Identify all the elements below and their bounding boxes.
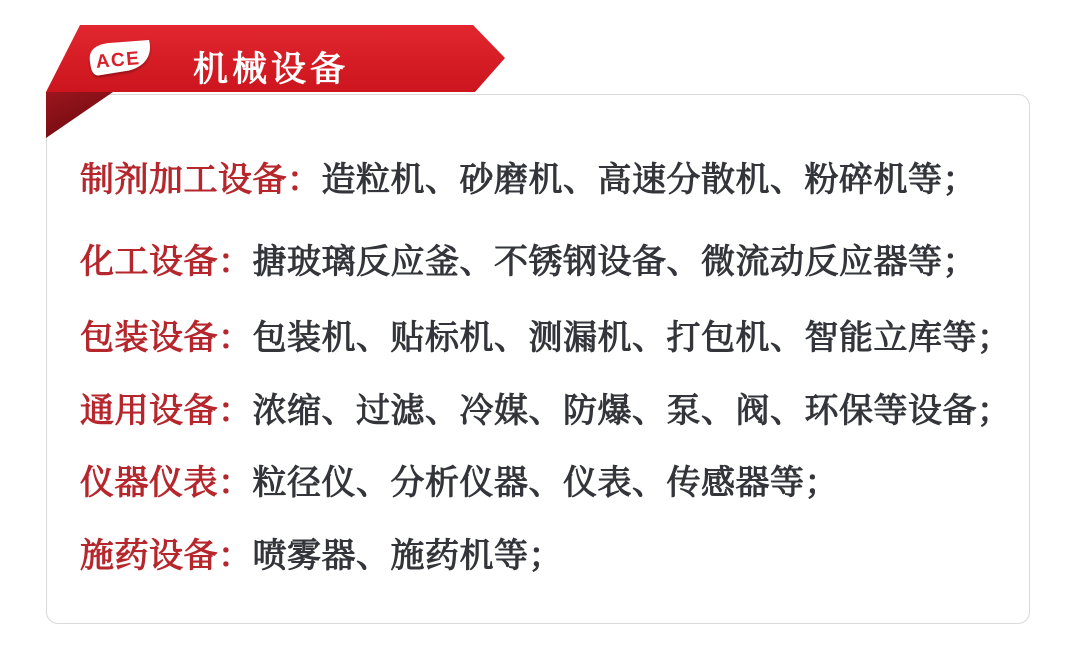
row-items-text: 包装机、贴标机、测漏机、打包机、智能立库等； — [252, 319, 1012, 357]
equipment-row — [80, 463, 1009, 503]
equipment-row — [80, 242, 1009, 282]
row-items-text: 粒径仪、分析仪器、仪表、传感器等； — [252, 464, 839, 502]
ribbon-fold — [46, 92, 113, 138]
row-category-label: 制剂加工设备： — [80, 161, 322, 199]
row-items-text: 喷雾器、施药机等； — [252, 537, 563, 575]
row-category-label: 化工设备： — [80, 243, 253, 281]
equipment-row — [80, 536, 1009, 576]
row-category-label: 通用设备： — [80, 392, 253, 430]
equipment-card — [46, 94, 1030, 624]
row-items-text: 造粒机、砂磨机、高速分散机、粉碎机等； — [321, 161, 977, 199]
banner-title: 机械设备 — [193, 50, 350, 89]
row-category-label: 包装设备： — [80, 319, 253, 357]
row-category-label: 施药设备： — [80, 537, 253, 575]
row-items-text: 浓缩、过滤、冷媒、防爆、泵、阀、环保等设备； — [252, 392, 1012, 430]
row-category-label: 仪器仪表： — [80, 464, 253, 502]
ace-logo-text: ACE — [94, 48, 142, 73]
row-items-text: 搪玻璃反应釜、不锈钢设备、微流动反应器等； — [252, 243, 977, 281]
equipment-row — [80, 318, 1012, 358]
ribbon-banner — [0, 0, 1080, 170]
equipment-row — [80, 391, 1012, 431]
